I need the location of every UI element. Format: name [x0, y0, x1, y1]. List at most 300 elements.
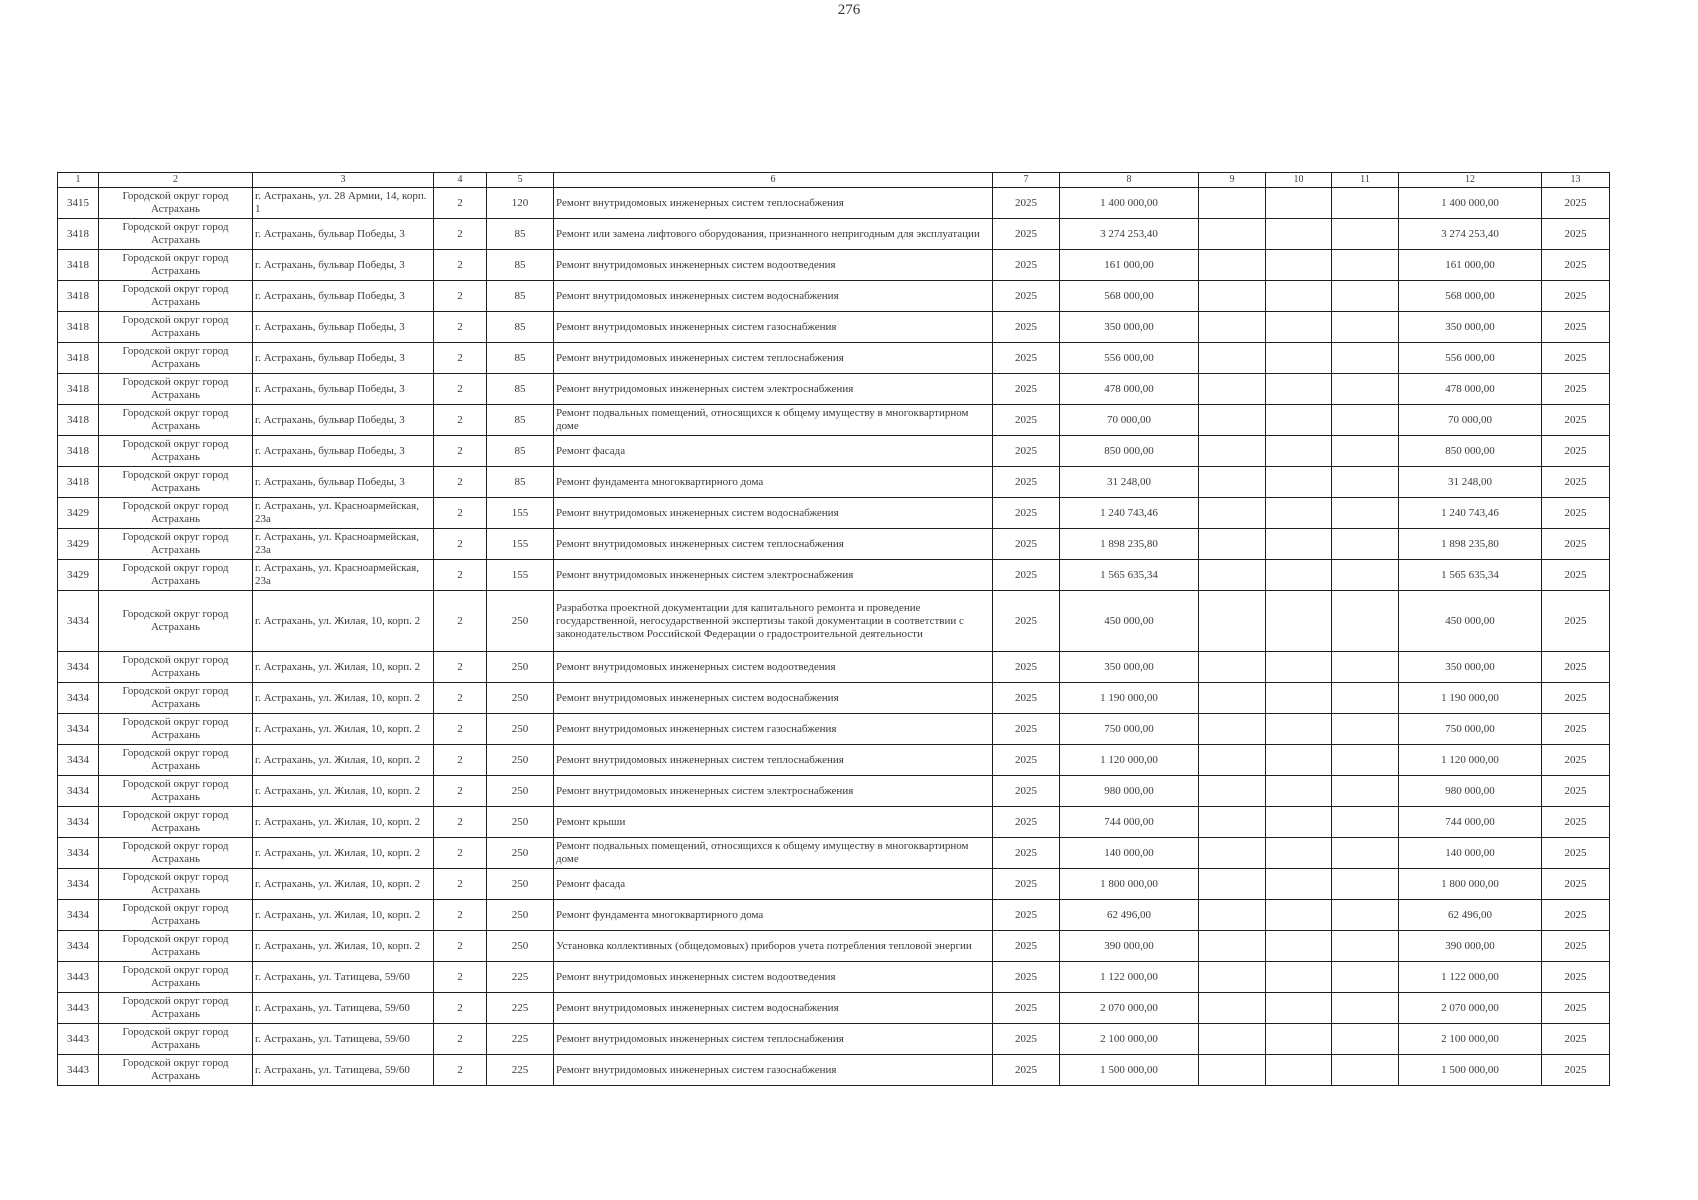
cell-total: 350 000,00	[1399, 652, 1542, 683]
cell-work-type: Ремонт внутридомовых инженерных систем водоснабжения	[554, 683, 993, 714]
cell-col10	[1266, 776, 1332, 807]
cell-col10	[1266, 714, 1332, 745]
cell-cost: 390 000,00	[1060, 931, 1199, 962]
cell-year-end: 2025	[1542, 993, 1610, 1024]
cell-col11	[1332, 405, 1399, 436]
cell-year-end: 2025	[1542, 869, 1610, 900]
cell-col9	[1199, 869, 1266, 900]
cell-cost: 478 000,00	[1060, 374, 1199, 405]
cell-year-end: 2025	[1542, 374, 1610, 405]
cell-col11	[1332, 560, 1399, 591]
cell-col9	[1199, 281, 1266, 312]
cell-cost: 350 000,00	[1060, 312, 1199, 343]
cell-floors: 2	[434, 807, 487, 838]
cell-work-type: Ремонт внутридомовых инженерных систем водоснабжения	[554, 993, 993, 1024]
cell-municipality: Городской округ город Астрахань	[99, 993, 253, 1024]
cell-col10	[1266, 993, 1332, 1024]
table-row	[58, 962, 1610, 993]
cell-floors: 2	[434, 436, 487, 467]
column-header: 13	[1542, 173, 1610, 188]
cell-municipality: Городской округ город Астрахань	[99, 807, 253, 838]
cell-id: 3418	[58, 467, 99, 498]
cell-col9	[1199, 467, 1266, 498]
cell-cost: 70 000,00	[1060, 405, 1199, 436]
cell-col9	[1199, 931, 1266, 962]
cell-total: 1 500 000,00	[1399, 1055, 1542, 1086]
cell-col10	[1266, 1024, 1332, 1055]
cell-municipality: Городской округ город Астрахань	[99, 405, 253, 436]
cell-work-type: Ремонт фасада	[554, 436, 993, 467]
cell-col9	[1199, 745, 1266, 776]
cell-col11	[1332, 745, 1399, 776]
cell-work-type: Разработка проектной документации для капитального ремонта и проведение государственной, негосударственной экспертизы такой документации в соответствии с законодательством Российской Федерации о градостроительной деятельности	[554, 591, 993, 652]
cell-address: г. Астрахань, ул. Жилая, 10, корп. 2	[253, 838, 434, 869]
cell-col10	[1266, 869, 1332, 900]
table-row	[58, 281, 1610, 312]
cell-col11	[1332, 652, 1399, 683]
cell-address: г. Астрахань, бульвар Победы, 3	[253, 250, 434, 281]
cell-floors: 2	[434, 281, 487, 312]
table-row	[58, 745, 1610, 776]
cell-col9	[1199, 900, 1266, 931]
cell-address: г. Астрахань, ул. Жилая, 10, корп. 2	[253, 652, 434, 683]
cell-col9	[1199, 343, 1266, 374]
cell-municipality: Городской округ город Астрахань	[99, 560, 253, 591]
cell-work-type: Ремонт крыши	[554, 807, 993, 838]
cell-id: 3418	[58, 312, 99, 343]
cell-apartments: 85	[487, 467, 554, 498]
cell-col11	[1332, 374, 1399, 405]
cell-apartments: 155	[487, 498, 554, 529]
cell-col11	[1332, 281, 1399, 312]
cell-cost: 744 000,00	[1060, 807, 1199, 838]
cell-apartments: 85	[487, 436, 554, 467]
cell-apartments: 250	[487, 683, 554, 714]
cell-total: 1 898 235,80	[1399, 529, 1542, 560]
cell-municipality: Городской округ город Астрахань	[99, 1055, 253, 1086]
cell-cost: 568 000,00	[1060, 281, 1199, 312]
table-row	[58, 467, 1610, 498]
cell-id: 3434	[58, 714, 99, 745]
table-row	[58, 312, 1610, 343]
cell-work-type: Ремонт внутридомовых инженерных систем теплоснабжения	[554, 529, 993, 560]
column-header: 12	[1399, 173, 1542, 188]
cell-work-type: Ремонт внутридомовых инженерных систем теплоснабжения	[554, 188, 993, 219]
cell-apartments: 85	[487, 405, 554, 436]
cell-floors: 2	[434, 312, 487, 343]
cell-year-end: 2025	[1542, 467, 1610, 498]
cell-work-type: Ремонт внутридомовых инженерных систем водоснабжения	[554, 281, 993, 312]
cell-address: г. Астрахань, ул. Татищева, 59/60	[253, 993, 434, 1024]
cell-total: 850 000,00	[1399, 436, 1542, 467]
cell-work-type: Ремонт фундамента многоквартирного дома	[554, 900, 993, 931]
cell-municipality: Городской округ город Астрахань	[99, 745, 253, 776]
cell-col10	[1266, 529, 1332, 560]
cell-total: 556 000,00	[1399, 343, 1542, 374]
cell-col10	[1266, 281, 1332, 312]
cell-col9	[1199, 1024, 1266, 1055]
cell-floors: 2	[434, 1055, 487, 1086]
cell-total: 1 122 000,00	[1399, 962, 1542, 993]
cell-col9	[1199, 1055, 1266, 1086]
cell-address: г. Астрахань, ул. Жилая, 10, корп. 2	[253, 776, 434, 807]
cell-year: 2025	[993, 467, 1060, 498]
table-body	[58, 188, 1610, 1086]
cell-work-type: Ремонт внутридомовых инженерных систем водоснабжения	[554, 498, 993, 529]
cell-id: 3434	[58, 807, 99, 838]
cell-address: г. Астрахань, ул. Татищева, 59/60	[253, 1055, 434, 1086]
cell-id: 3434	[58, 900, 99, 931]
cell-id: 3434	[58, 652, 99, 683]
cell-year: 2025	[993, 745, 1060, 776]
cell-work-type: Ремонт внутридомовых инженерных систем газоснабжения	[554, 714, 993, 745]
cell-apartments: 250	[487, 807, 554, 838]
table-row	[58, 560, 1610, 591]
cell-col10	[1266, 343, 1332, 374]
cell-municipality: Городской округ город Астрахань	[99, 343, 253, 374]
cell-col11	[1332, 993, 1399, 1024]
cell-col10	[1266, 931, 1332, 962]
cell-year: 2025	[993, 281, 1060, 312]
cell-cost: 1 800 000,00	[1060, 869, 1199, 900]
cell-col9	[1199, 188, 1266, 219]
table-row	[58, 343, 1610, 374]
cell-year: 2025	[993, 374, 1060, 405]
cell-id: 3434	[58, 931, 99, 962]
cell-year: 2025	[993, 591, 1060, 652]
cell-municipality: Городской округ город Астрахань	[99, 931, 253, 962]
cell-work-type: Ремонт подвальных помещений, относящихся к общему имуществу в многоквартирном доме	[554, 405, 993, 436]
cell-cost: 2 070 000,00	[1060, 993, 1199, 1024]
cell-id: 3434	[58, 776, 99, 807]
cell-year-end: 2025	[1542, 683, 1610, 714]
cell-year-end: 2025	[1542, 962, 1610, 993]
cell-col10	[1266, 745, 1332, 776]
cell-cost: 1 240 743,46	[1060, 498, 1199, 529]
cell-address: г. Астрахань, бульвар Победы, 3	[253, 281, 434, 312]
cell-total: 568 000,00	[1399, 281, 1542, 312]
cell-year: 2025	[993, 652, 1060, 683]
cell-apartments: 85	[487, 281, 554, 312]
cell-floors: 2	[434, 869, 487, 900]
cell-year-end: 2025	[1542, 807, 1610, 838]
cell-apartments: 250	[487, 838, 554, 869]
cell-municipality: Городской округ город Астрахань	[99, 281, 253, 312]
cell-apartments: 225	[487, 962, 554, 993]
cell-col9	[1199, 993, 1266, 1024]
cell-col11	[1332, 498, 1399, 529]
cell-address: г. Астрахань, ул. Красноармейская, 23а	[253, 498, 434, 529]
cell-work-type: Ремонт внутридомовых инженерных систем теплоснабжения	[554, 1024, 993, 1055]
cell-col10	[1266, 467, 1332, 498]
cell-total: 161 000,00	[1399, 250, 1542, 281]
cell-work-type: Ремонт внутридомовых инженерных систем водоотведения	[554, 250, 993, 281]
cell-col11	[1332, 219, 1399, 250]
cell-municipality: Городской округ город Астрахань	[99, 312, 253, 343]
cell-year: 2025	[993, 529, 1060, 560]
cell-col11	[1332, 931, 1399, 962]
cell-col10	[1266, 838, 1332, 869]
cell-cost: 1 120 000,00	[1060, 745, 1199, 776]
cell-year-end: 2025	[1542, 714, 1610, 745]
cell-cost: 1 565 635,34	[1060, 560, 1199, 591]
cell-total: 350 000,00	[1399, 312, 1542, 343]
cell-address: г. Астрахань, бульвар Победы, 3	[253, 405, 434, 436]
cell-municipality: Городской округ город Астрахань	[99, 467, 253, 498]
cell-col10	[1266, 962, 1332, 993]
table-row	[58, 1024, 1610, 1055]
cell-apartments: 250	[487, 652, 554, 683]
cell-year-end: 2025	[1542, 838, 1610, 869]
cell-id: 3443	[58, 962, 99, 993]
cell-year: 2025	[993, 683, 1060, 714]
cell-work-type: Ремонт или замена лифтового оборудования, признанного непригодным для эксплуатации	[554, 219, 993, 250]
cell-floors: 2	[434, 591, 487, 652]
cell-year-end: 2025	[1542, 591, 1610, 652]
cell-floors: 2	[434, 467, 487, 498]
cell-work-type: Ремонт внутридомовых инженерных систем теплоснабжения	[554, 343, 993, 374]
cell-cost: 3 274 253,40	[1060, 219, 1199, 250]
header-row	[58, 173, 1610, 188]
cell-floors: 2	[434, 745, 487, 776]
column-header: 8	[1060, 173, 1199, 188]
cell-col10	[1266, 436, 1332, 467]
cell-floors: 2	[434, 343, 487, 374]
cell-year-end: 2025	[1542, 900, 1610, 931]
cell-floors: 2	[434, 219, 487, 250]
cell-floors: 2	[434, 405, 487, 436]
cell-id: 3429	[58, 529, 99, 560]
cell-address: г. Астрахань, ул. Татищева, 59/60	[253, 1024, 434, 1055]
table-row	[58, 931, 1610, 962]
cell-apartments: 250	[487, 869, 554, 900]
cell-col10	[1266, 498, 1332, 529]
cell-col11	[1332, 343, 1399, 374]
cell-address: г. Астрахань, ул. Жилая, 10, корп. 2	[253, 807, 434, 838]
cell-municipality: Городской округ город Астрахань	[99, 838, 253, 869]
cell-address: г. Астрахань, бульвар Победы, 3	[253, 467, 434, 498]
cell-work-type: Ремонт внутридомовых инженерных систем теплоснабжения	[554, 745, 993, 776]
cell-municipality: Городской округ город Астрахань	[99, 374, 253, 405]
cell-col9	[1199, 250, 1266, 281]
cell-col11	[1332, 188, 1399, 219]
cell-municipality: Городской округ город Астрахань	[99, 250, 253, 281]
column-header: 4	[434, 173, 487, 188]
cell-year-end: 2025	[1542, 250, 1610, 281]
cell-work-type: Ремонт внутридомовых инженерных систем электроснабжения	[554, 560, 993, 591]
cell-year-end: 2025	[1542, 652, 1610, 683]
cell-id: 3434	[58, 838, 99, 869]
cell-cost: 850 000,00	[1060, 436, 1199, 467]
cell-total: 1 565 635,34	[1399, 560, 1542, 591]
table-row	[58, 807, 1610, 838]
table-row	[58, 250, 1610, 281]
cell-address: г. Астрахань, ул. Жилая, 10, корп. 2	[253, 745, 434, 776]
cell-id: 3418	[58, 281, 99, 312]
cell-id: 3418	[58, 343, 99, 374]
cell-col10	[1266, 1055, 1332, 1086]
cell-col10	[1266, 250, 1332, 281]
cell-id: 3415	[58, 188, 99, 219]
column-header: 5	[487, 173, 554, 188]
cell-apartments: 250	[487, 900, 554, 931]
cell-col9	[1199, 436, 1266, 467]
cell-year: 2025	[993, 900, 1060, 931]
cell-year-end: 2025	[1542, 405, 1610, 436]
cell-year-end: 2025	[1542, 188, 1610, 219]
cell-address: г. Астрахань, бульвар Победы, 3	[253, 343, 434, 374]
cell-municipality: Городской округ город Астрахань	[99, 900, 253, 931]
cell-municipality: Городской округ город Астрахань	[99, 591, 253, 652]
cell-year: 2025	[993, 188, 1060, 219]
cell-cost: 1 190 000,00	[1060, 683, 1199, 714]
cell-year-end: 2025	[1542, 312, 1610, 343]
cell-col9	[1199, 807, 1266, 838]
cell-municipality: Городской округ город Астрахань	[99, 714, 253, 745]
cell-year: 2025	[993, 405, 1060, 436]
table-row	[58, 993, 1610, 1024]
cell-col11	[1332, 962, 1399, 993]
cell-floors: 2	[434, 838, 487, 869]
cell-col9	[1199, 962, 1266, 993]
column-header: 11	[1332, 173, 1399, 188]
cell-floors: 2	[434, 498, 487, 529]
table-row	[58, 714, 1610, 745]
cell-col9	[1199, 312, 1266, 343]
column-header: 3	[253, 173, 434, 188]
cell-work-type: Ремонт внутридомовых инженерных систем электроснабжения	[554, 776, 993, 807]
table-row	[58, 683, 1610, 714]
cell-col10	[1266, 188, 1332, 219]
cell-year-end: 2025	[1542, 281, 1610, 312]
cell-year: 2025	[993, 1024, 1060, 1055]
table-row	[58, 900, 1610, 931]
cell-floors: 2	[434, 993, 487, 1024]
cell-col10	[1266, 683, 1332, 714]
cell-total: 1 190 000,00	[1399, 683, 1542, 714]
cell-col11	[1332, 436, 1399, 467]
column-header: 2	[99, 173, 253, 188]
cell-municipality: Городской округ город Астрахань	[99, 498, 253, 529]
cell-year: 2025	[993, 838, 1060, 869]
cell-col11	[1332, 1024, 1399, 1055]
cell-col10	[1266, 374, 1332, 405]
cell-cost: 1 500 000,00	[1060, 1055, 1199, 1086]
cell-address: г. Астрахань, ул. Красноармейская, 23а	[253, 560, 434, 591]
column-header: 7	[993, 173, 1060, 188]
cell-id: 3443	[58, 993, 99, 1024]
table-row	[58, 436, 1610, 467]
cell-address: г. Астрахань, ул. Жилая, 10, корп. 2	[253, 869, 434, 900]
cell-cost: 140 000,00	[1060, 838, 1199, 869]
cell-year: 2025	[993, 776, 1060, 807]
cell-year: 2025	[993, 343, 1060, 374]
table-row	[58, 591, 1610, 652]
cell-year-end: 2025	[1542, 343, 1610, 374]
cell-municipality: Городской округ город Астрахань	[99, 529, 253, 560]
cell-col10	[1266, 405, 1332, 436]
cell-total: 140 000,00	[1399, 838, 1542, 869]
cell-apartments: 225	[487, 1024, 554, 1055]
cell-col11	[1332, 838, 1399, 869]
cell-id: 3418	[58, 405, 99, 436]
cell-col9	[1199, 838, 1266, 869]
cell-year-end: 2025	[1542, 776, 1610, 807]
cell-municipality: Городской округ город Астрахань	[99, 683, 253, 714]
cell-year: 2025	[993, 714, 1060, 745]
cell-year-end: 2025	[1542, 498, 1610, 529]
cell-total: 390 000,00	[1399, 931, 1542, 962]
cell-col10	[1266, 219, 1332, 250]
cell-address: г. Астрахань, ул. Жилая, 10, корп. 2	[253, 591, 434, 652]
cell-floors: 2	[434, 683, 487, 714]
cell-total: 70 000,00	[1399, 405, 1542, 436]
cell-apartments: 85	[487, 374, 554, 405]
cell-year-end: 2025	[1542, 560, 1610, 591]
cell-work-type: Ремонт внутридомовых инженерных систем водоотведения	[554, 962, 993, 993]
cell-id: 3429	[58, 560, 99, 591]
cell-apartments: 250	[487, 714, 554, 745]
cell-municipality: Городской округ город Астрахань	[99, 188, 253, 219]
cell-year-end: 2025	[1542, 1055, 1610, 1086]
cell-total: 450 000,00	[1399, 591, 1542, 652]
cell-id: 3434	[58, 591, 99, 652]
cell-col10	[1266, 560, 1332, 591]
cell-apartments: 85	[487, 250, 554, 281]
cell-col11	[1332, 776, 1399, 807]
cell-cost: 980 000,00	[1060, 776, 1199, 807]
cell-total: 1 120 000,00	[1399, 745, 1542, 776]
cell-id: 3418	[58, 250, 99, 281]
cell-total: 62 496,00	[1399, 900, 1542, 931]
cell-id: 3434	[58, 745, 99, 776]
cell-id: 3418	[58, 436, 99, 467]
cell-total: 2 070 000,00	[1399, 993, 1542, 1024]
cell-cost: 1 898 235,80	[1060, 529, 1199, 560]
cell-address: г. Астрахань, ул. Жилая, 10, корп. 2	[253, 900, 434, 931]
cell-col9	[1199, 219, 1266, 250]
cell-apartments: 85	[487, 312, 554, 343]
cell-id: 3418	[58, 219, 99, 250]
cell-col11	[1332, 467, 1399, 498]
cell-work-type: Ремонт фасада	[554, 869, 993, 900]
table-row	[58, 776, 1610, 807]
cell-municipality: Городской округ город Астрахань	[99, 776, 253, 807]
cell-total: 1 400 000,00	[1399, 188, 1542, 219]
cell-col9	[1199, 652, 1266, 683]
cell-address: г. Астрахань, бульвар Победы, 3	[253, 436, 434, 467]
cell-year: 2025	[993, 312, 1060, 343]
cell-col10	[1266, 652, 1332, 683]
cell-year: 2025	[993, 962, 1060, 993]
cell-cost: 31 248,00	[1060, 467, 1199, 498]
cell-floors: 2	[434, 529, 487, 560]
cell-col9	[1199, 776, 1266, 807]
cell-year: 2025	[993, 219, 1060, 250]
cell-year: 2025	[993, 807, 1060, 838]
cell-total: 750 000,00	[1399, 714, 1542, 745]
cell-col11	[1332, 869, 1399, 900]
cell-id: 3434	[58, 683, 99, 714]
cell-work-type: Ремонт фундамента многоквартирного дома	[554, 467, 993, 498]
cell-cost: 1 400 000,00	[1060, 188, 1199, 219]
cell-floors: 2	[434, 250, 487, 281]
cell-work-type: Ремонт подвальных помещений, относящихся к общему имуществу в многоквартирном доме	[554, 838, 993, 869]
cell-cost: 556 000,00	[1060, 343, 1199, 374]
cell-col9	[1199, 498, 1266, 529]
cell-year-end: 2025	[1542, 529, 1610, 560]
cell-floors: 2	[434, 900, 487, 931]
